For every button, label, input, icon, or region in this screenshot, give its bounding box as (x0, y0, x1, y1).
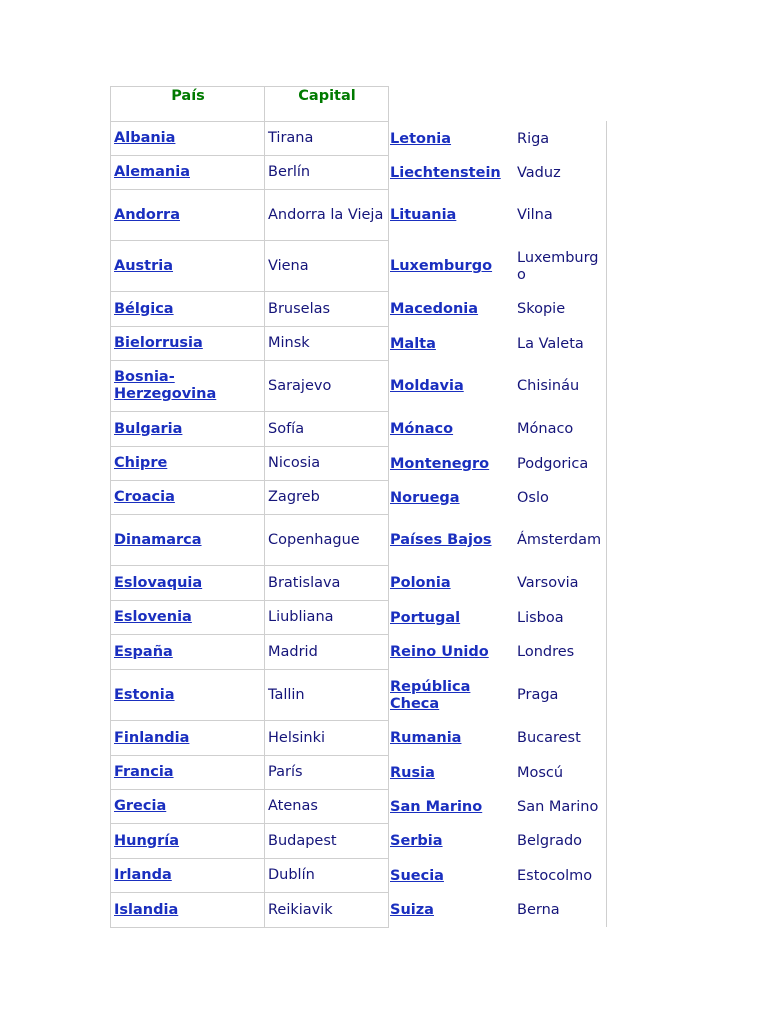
capital-cell: Liubliana (265, 601, 389, 635)
capital-cell: Ámsterdam (517, 532, 602, 548)
country-link[interactable]: Mónaco (390, 421, 454, 437)
country-link[interactable]: Rumania (390, 730, 462, 746)
country-link[interactable]: Letonia (390, 130, 452, 147)
country-link[interactable]: Finlandia (111, 721, 265, 756)
country-link[interactable]: Croacia (111, 481, 265, 515)
country-link[interactable]: Portugal (390, 609, 461, 626)
country-link[interactable]: Luxemburgo (390, 258, 493, 274)
country-link[interactable]: Bulgaria (111, 412, 265, 447)
capital-cell: Londres (517, 644, 575, 660)
capital-cell: Sofía (265, 412, 389, 447)
country-link[interactable]: Grecia (111, 790, 265, 824)
capital-cell: Mónaco (517, 421, 574, 437)
country-link[interactable]: Suecia (390, 867, 444, 884)
capital-cell: Berna (517, 902, 560, 918)
capital-cell: París (265, 756, 389, 790)
capital-cell: Zagreb (265, 481, 389, 515)
capital-cell: Podgorica (517, 455, 589, 472)
right-vertical-rule (606, 121, 607, 927)
country-link[interactable]: Moldavia (390, 378, 464, 394)
country-link[interactable]: Lituania (390, 207, 457, 223)
capital-cell: Vaduz (517, 164, 561, 181)
country-link[interactable]: Chipre (111, 447, 265, 481)
country-link[interactable]: Montenegro (390, 455, 490, 472)
country-link[interactable]: Noruega (390, 489, 460, 506)
country-link[interactable]: Estonia (111, 670, 265, 721)
capital-cell: Bucarest (517, 730, 581, 746)
capital-cell: Tallin (265, 670, 389, 721)
capital-cell: Dublín (265, 859, 389, 893)
country-link[interactable]: Macedonia (390, 301, 479, 317)
capital-cell: Varsovia (517, 575, 579, 591)
country-link[interactable]: Suiza (390, 902, 434, 918)
capital-cell: La Valeta (517, 335, 584, 352)
capital-cell: Luxemburgo (517, 249, 599, 283)
capital-cell: Tirana (265, 122, 389, 156)
country-link[interactable]: España (111, 635, 265, 670)
capital-cell: Madrid (265, 635, 389, 670)
country-link[interactable]: Andorra (111, 190, 265, 241)
country-link[interactable]: Reino Unido (390, 644, 489, 660)
capital-cell: Berlín (265, 156, 389, 190)
capital-cell: Vilna (517, 207, 553, 223)
country-link[interactable]: Albania (111, 122, 265, 156)
country-link[interactable]: Malta (390, 335, 436, 352)
capital-cell: Estocolmo (517, 867, 593, 884)
capital-cell: Riga (517, 130, 550, 147)
capital-cell: Sarajevo (265, 361, 389, 412)
capital-cell: San Marino (517, 798, 599, 815)
capital-cell: Skopie (517, 301, 566, 317)
country-link[interactable]: Polonia (390, 575, 451, 591)
country-link[interactable]: Francia (111, 756, 265, 790)
country-link[interactable]: Islandia (111, 893, 265, 928)
country-link[interactable]: Bielorrusia (111, 327, 265, 361)
capital-cell: Chisináu (517, 378, 580, 394)
header-pais: País (111, 87, 265, 122)
capital-cell: Helsinki (265, 721, 389, 756)
country-link[interactable]: Países Bajos (390, 532, 492, 548)
capital-cell: Lisboa (517, 609, 564, 626)
country-link[interactable]: Irlanda (111, 859, 265, 893)
country-link[interactable]: San Marino (390, 798, 483, 815)
capital-cell: Reikiavik (265, 893, 389, 928)
capital-cell: Bruselas (265, 292, 389, 327)
country-link[interactable]: Serbia (390, 833, 443, 849)
capital-cell: Copenhague (265, 515, 389, 566)
capital-cell: Moscú (517, 764, 564, 781)
capital-cell: Andorra la Vieja (265, 190, 389, 241)
country-link[interactable]: República Checa (390, 678, 471, 712)
header-capital: Capital (265, 87, 389, 122)
country-link[interactable]: Eslovaquia (111, 566, 265, 601)
capital-cell: Viena (265, 241, 389, 292)
country-link[interactable]: Hungría (111, 824, 265, 859)
country-link[interactable]: Liechtenstein (390, 164, 501, 181)
capital-cell: Belgrado (517, 833, 583, 849)
country-link[interactable]: Bosnia-Herzegovina (111, 361, 265, 412)
country-link[interactable]: Dinamarca (111, 515, 265, 566)
capital-cell: Oslo (517, 489, 549, 506)
capital-cell: Nicosia (265, 447, 389, 481)
capital-cell: Budapest (265, 824, 389, 859)
country-link[interactable]: Eslovenia (111, 601, 265, 635)
capital-cell: Praga (517, 687, 559, 703)
country-link[interactable]: Austria (111, 241, 265, 292)
capital-cell: Bratislava (265, 566, 389, 601)
capital-cell: Minsk (265, 327, 389, 361)
capital-cell: Atenas (265, 790, 389, 824)
country-link[interactable]: Bélgica (111, 292, 265, 327)
country-link[interactable]: Alemania (111, 156, 265, 190)
country-link[interactable]: Rusia (390, 764, 435, 781)
